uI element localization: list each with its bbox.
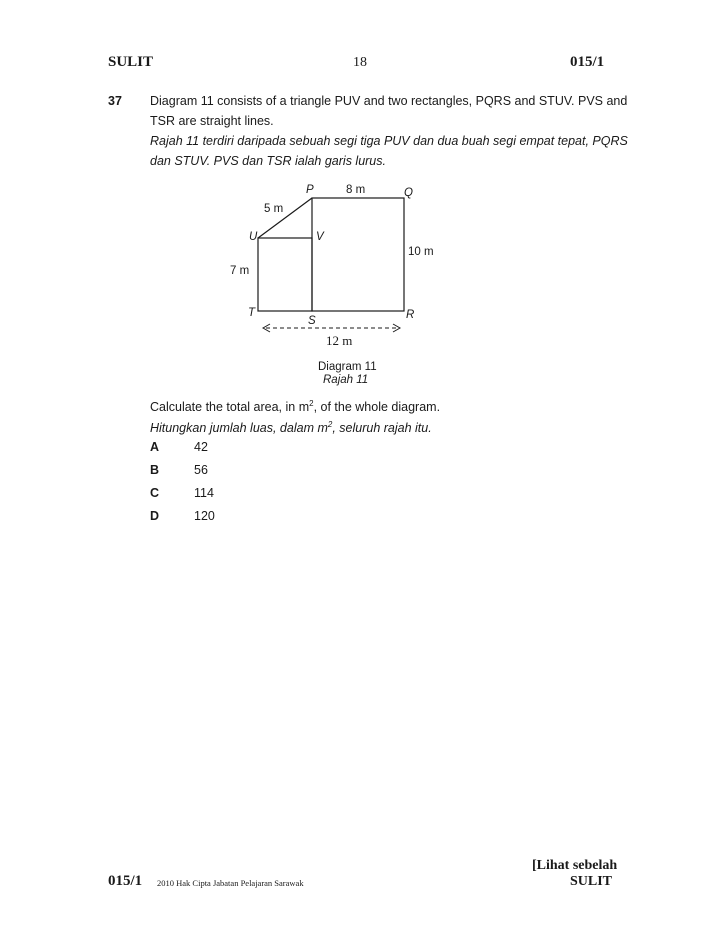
label-point-p: P	[306, 184, 314, 196]
question-malay-line1: Rajah 11 terdiri daripada sebuah segi tiga PUV dan dua buah segi empat tepat, PQRS	[150, 134, 628, 148]
option-c-value[interactable]: 114	[194, 486, 214, 500]
label-point-q: Q	[404, 187, 413, 199]
option-a-value[interactable]: 42	[194, 440, 208, 454]
length-pu: 5 m	[264, 203, 284, 215]
footer-sulit: SULIT	[570, 874, 613, 889]
rectangle-stuv	[258, 238, 312, 311]
prompt-english-text-end: , of the whole diagram.	[313, 400, 441, 415]
length-tu: 7 m	[230, 265, 250, 277]
question-text-line1: Diagram 11 consists of a triangle PUV and two rectangles, PQRS and STUV. PVS and	[150, 94, 628, 108]
label-point-s: S	[308, 315, 316, 327]
prompt-malay	[150, 415, 432, 438]
prompt-malay-text-end: , seluruh rajah itu.	[332, 421, 432, 436]
footer-paper-code: 015/1	[108, 873, 143, 889]
option-c-letter[interactable]: C	[150, 486, 160, 500]
header-sulit: SULIT	[108, 54, 154, 70]
prompt-malay-text: Hitungkan jumlah luas, dalam m	[150, 421, 328, 436]
header-paper-code: 015/1	[570, 54, 605, 70]
length-tr: 12 m	[326, 333, 353, 348]
footer-turn-over: [Lihat sebelah	[532, 858, 618, 873]
label-point-t: T	[248, 307, 256, 319]
prompt-english-superscript: 2	[309, 399, 314, 408]
option-d-letter[interactable]: D	[150, 509, 160, 523]
rectangle-pqrs	[312, 198, 404, 311]
question-malay-line2: dan STUV. PVS dan TSR ialah garis lurus.	[150, 154, 386, 168]
page-number: 18	[353, 55, 367, 70]
diagram-caption-malay: Rajah 11	[323, 374, 369, 386]
prompt-english-text: Calculate the total area, in m	[150, 400, 310, 415]
diagram-11	[0, 0, 728, 400]
length-qr: 10 m	[408, 246, 434, 258]
label-point-v: V	[316, 231, 324, 243]
question-number: 37	[108, 94, 122, 108]
option-b-value[interactable]: 56	[194, 463, 208, 477]
option-d-value[interactable]: 120	[194, 509, 215, 523]
option-b-letter[interactable]: B	[150, 463, 160, 477]
prompt-malay-superscript: 2	[327, 420, 333, 429]
diagram-caption: Diagram 11	[318, 361, 377, 373]
prompt-english	[150, 394, 440, 417]
question-text-line2: TSR are straight lines.	[150, 114, 274, 128]
length-pq: 8 m	[346, 184, 366, 196]
label-point-r: R	[406, 309, 415, 321]
option-a-letter[interactable]: A	[150, 440, 160, 454]
footer-copyright: 2010 Hak Cipta Jabatan Pelajaran Sarawak	[157, 878, 304, 888]
label-point-u: U	[249, 231, 258, 243]
